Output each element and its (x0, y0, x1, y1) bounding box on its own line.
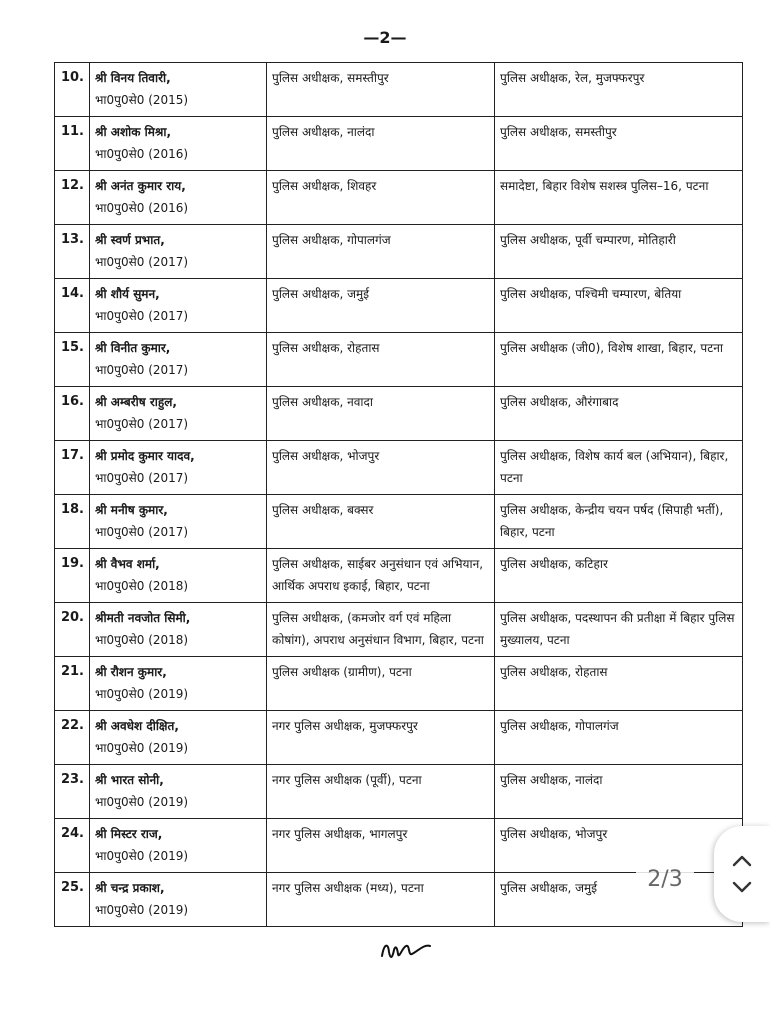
serial-number: 12. (55, 171, 90, 225)
page-indicator: 2/3 (636, 863, 694, 895)
serial-number: 14. (55, 279, 90, 333)
current-posting: पुलिस अधीक्षक, जमुई (267, 279, 495, 333)
service-batch: भा0पु0से0 (2016) (95, 147, 189, 161)
table-row (55, 603, 743, 657)
officer-name: श्री रौशन कुमार, (95, 665, 167, 679)
officer-name: श्री मिस्टर राज, (95, 827, 163, 841)
serial-number: 21. (55, 657, 90, 711)
table-row (55, 279, 743, 333)
table-row (55, 765, 743, 819)
table-row (55, 657, 743, 711)
service-batch: भा0पु0से0 (2017) (95, 417, 189, 431)
table-row (55, 171, 743, 225)
officer-cell (90, 549, 267, 603)
new-posting: पुलिस अधीक्षक, गोपालगंज (495, 711, 743, 765)
officer-name: श्री अवधेश दीक्षित, (95, 719, 179, 733)
officer-name: श्री चन्द्र प्रकाश, (95, 881, 165, 895)
new-posting: पुलिस अधीक्षक, औरंगाबाद (495, 387, 743, 441)
transfer-table (54, 62, 743, 927)
service-batch: भा0पु0से0 (2018) (95, 633, 189, 647)
officer-cell (90, 603, 267, 657)
service-batch: भा0पु0से0 (2017) (95, 525, 189, 539)
table-row (55, 387, 743, 441)
officer-name: श्रीमती नवजोत सिमी, (95, 611, 191, 625)
officer-name: श्री अशोक मिश्रा, (95, 125, 172, 139)
serial-number: 22. (55, 711, 90, 765)
service-batch: भा0पु0से0 (2019) (95, 849, 189, 863)
current-posting: नगर पुलिस अधीक्षक, भागलपुर (267, 819, 495, 873)
current-posting: पुलिस अधीक्षक, (कमजोर वर्ग एवं महिला कोषांग), अपराध अनुसंधान विभाग, बिहार, पटना (267, 603, 495, 657)
new-posting: पुलिस अधीक्षक, रेल, मुजफ्फरपुर (495, 63, 743, 117)
new-posting: पुलिस अधीक्षक, केन्द्रीय चयन पर्षद (सिपाही भर्ती), बिहार, पटना (495, 495, 743, 549)
officer-name: श्री शौर्य सुमन, (95, 287, 160, 301)
new-posting: पुलिस अधीक्षक, समस्तीपुर (495, 117, 743, 171)
officer-name: श्री प्रमोद कुमार यादव, (95, 449, 195, 463)
serial-number: 15. (55, 333, 90, 387)
serial-number: 10. (55, 63, 90, 117)
new-posting: पुलिस अधीक्षक, जमुई (495, 873, 743, 927)
table-row (55, 333, 743, 387)
service-batch: भा0पु0से0 (2016) (95, 201, 189, 215)
officer-cell (90, 279, 267, 333)
current-posting: पुलिस अधीक्षक, नालंदा (267, 117, 495, 171)
table-row (55, 63, 743, 117)
officer-cell (90, 63, 267, 117)
current-posting: पुलिस अधीक्षक, नवादा (267, 387, 495, 441)
table-row (55, 495, 743, 549)
officer-cell (90, 711, 267, 765)
new-posting: पुलिस अधीक्षक, पश्चिमी चम्पारण, बेतिया (495, 279, 743, 333)
officer-cell (90, 765, 267, 819)
signature-icon (378, 936, 438, 968)
officer-name: श्री अम्बरीष राहुल, (95, 395, 177, 409)
serial-number: 20. (55, 603, 90, 657)
chevron-down-icon[interactable] (731, 879, 753, 895)
current-posting: पुलिस अधीक्षक, गोपालगंज (267, 225, 495, 279)
serial-number: 19. (55, 549, 90, 603)
officer-cell (90, 657, 267, 711)
serial-number: 23. (55, 765, 90, 819)
page-number: —2— (363, 28, 407, 47)
service-batch: भा0पु0से0 (2019) (95, 687, 189, 701)
table-row (55, 711, 743, 765)
officer-name: श्री विनीत कुमार, (95, 341, 171, 355)
officer-name: श्री भारत सोनी, (95, 773, 164, 787)
current-posting: पुलिस अधीक्षक, समस्तीपुर (267, 63, 495, 117)
officer-cell (90, 117, 267, 171)
new-posting: पुलिस अधीक्षक, विशेष कार्य बल (अभियान), बिहार, पटना (495, 441, 743, 495)
serial-number: 13. (55, 225, 90, 279)
officer-name: श्री विनय तिवारी, (95, 71, 171, 85)
serial-number: 24. (55, 819, 90, 873)
officer-name: श्री वैभव शर्मा, (95, 557, 160, 571)
new-posting: पुलिस अधीक्षक, कटिहार (495, 549, 743, 603)
new-posting: पुलिस अधीक्षक, पूर्वी चम्पारण, मोतिहारी (495, 225, 743, 279)
serial-number: 17. (55, 441, 90, 495)
officer-cell (90, 495, 267, 549)
new-posting: पुलिस अधीक्षक, भोजपुर (495, 819, 743, 873)
officer-cell (90, 225, 267, 279)
new-posting: पुलिस अधीक्षक, नालंदा (495, 765, 743, 819)
current-posting: पुलिस अधीक्षक, बक्सर (267, 495, 495, 549)
service-batch: भा0पु0से0 (2019) (95, 741, 189, 755)
serial-number: 18. (55, 495, 90, 549)
current-posting: पुलिस अधीक्षक, भोजपुर (267, 441, 495, 495)
officer-cell (90, 819, 267, 873)
service-batch: भा0पु0से0 (2017) (95, 255, 189, 269)
table-row (55, 117, 743, 171)
officer-cell (90, 441, 267, 495)
officer-cell (90, 387, 267, 441)
service-batch: भा0पु0से0 (2019) (95, 795, 189, 809)
serial-number: 25. (55, 873, 90, 927)
page-scroll-control[interactable] (714, 826, 770, 922)
chevron-up-icon[interactable] (731, 853, 753, 869)
service-batch: भा0पु0से0 (2017) (95, 363, 189, 377)
current-posting: पुलिस अधीक्षक (ग्रामीण), पटना (267, 657, 495, 711)
officer-cell (90, 333, 267, 387)
table-row (55, 225, 743, 279)
table-row (55, 549, 743, 603)
new-posting: समादेष्टा, बिहार विशेष सशस्त्र पुलिस–16, पटना (495, 171, 743, 225)
current-posting: पुलिस अधीक्षक, साईबर अनुसंधान एवं अभियान, आर्थिक अपराध इकाई, बिहार, पटना (267, 549, 495, 603)
current-posting: नगर पुलिस अधीक्षक (मध्य), पटना (267, 873, 495, 927)
officer-cell (90, 171, 267, 225)
officer-name: श्री मनीष कुमार, (95, 503, 168, 517)
new-posting: पुलिस अधीक्षक, पदस्थापन की प्रतीक्षा में बिहार पुलिस मुख्यालय, पटना (495, 603, 743, 657)
service-batch: भा0पु0से0 (2019) (95, 903, 189, 917)
table-row (55, 441, 743, 495)
officer-name: श्री स्वर्ण प्रभात, (95, 233, 165, 247)
service-batch: भा0पु0से0 (2015) (95, 93, 189, 107)
service-batch: भा0पु0से0 (2017) (95, 471, 189, 485)
current-posting: नगर पुलिस अधीक्षक, मुजफ्फरपुर (267, 711, 495, 765)
serial-number: 11. (55, 117, 90, 171)
new-posting: पुलिस अधीक्षक, रोहतास (495, 657, 743, 711)
current-posting: नगर पुलिस अधीक्षक (पूर्वी), पटना (267, 765, 495, 819)
current-posting: पुलिस अधीक्षक, शिवहर (267, 171, 495, 225)
serial-number: 16. (55, 387, 90, 441)
officer-name: श्री अनंत कुमार राय, (95, 179, 186, 193)
service-batch: भा0पु0से0 (2018) (95, 579, 189, 593)
service-batch: भा0पु0से0 (2017) (95, 309, 189, 323)
current-posting: पुलिस अधीक्षक, रोहतास (267, 333, 495, 387)
new-posting: पुलिस अधीक्षक (जी0), विशेष शाखा, बिहार, पटना (495, 333, 743, 387)
officer-cell (90, 873, 267, 927)
